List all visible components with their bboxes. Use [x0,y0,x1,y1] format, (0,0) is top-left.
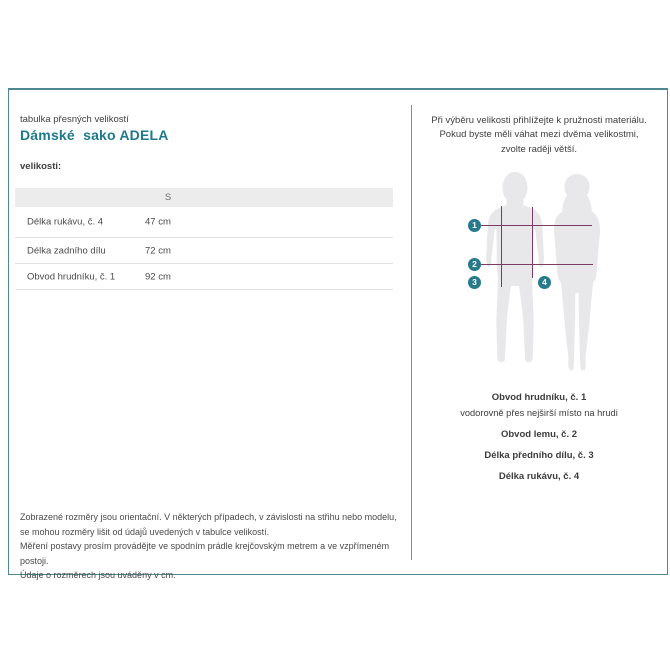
panel-divider [411,105,412,560]
measurement-label: Délka zadního dílu [27,245,106,256]
sizing-advice-text [415,114,663,157]
size-table-header [15,188,393,207]
measurement-legend [415,391,663,483]
legend-chest: Obvod hrudníku, č. 1 [491,392,587,403]
size-column-header: S [164,192,172,203]
measurement-label: Obvod hrudníku, č. 1 [27,271,116,282]
advice-line: Při výběru velikosti přihlížejte k pružnosti materiálu. [431,115,647,126]
chest-girth-line [481,225,592,226]
disclaimer-line: Měření postavy prosím provádějte ve spodním prádle krejčovským metrem a ve vzpřímeném postoji. [20,541,390,566]
male-silhouette [486,171,544,367]
advice-line: Pokud byste měli váhat mezi dvěma velikostmi, [439,129,639,141]
table-row [15,264,393,290]
marker-3-badge: 3 [468,276,481,289]
table-row [15,207,393,238]
legend-sleeve-length: Délka rukávu, č. 4 [498,471,580,482]
product-title: Dámské sako ADELA [20,127,169,143]
marker-1-badge: 1 [468,219,481,232]
front-length-line [501,206,502,287]
table-caption: tabulka přesných velikostí [20,114,129,125]
disclaimer-line: se mohou rozměry lišit od údajů uvedených v tabulce velikostí. [20,526,270,537]
disclaimer-text [20,510,406,583]
marker-2-badge: 2 [468,258,481,271]
sleeve-length-line [532,207,533,278]
advice-line: zvolte raději větší. [500,143,578,155]
disclaimer-line: Údaje o rozměrech jsou uváděny v cm. [20,570,176,581]
legend-hem: Obvod lemu, č. 2 [500,429,578,440]
female-silhouette [553,173,601,374]
measurement-label: Délka rukávu, č. 4 [27,216,104,228]
size-table [15,188,393,290]
marker-4-badge: 4 [538,276,551,289]
hem-girth-line [481,264,593,265]
disclaimer-line: Zobrazené rozměry jsou orientační. V některých případech, v závislosti na střihu nebo modelu, [20,512,397,522]
measurement-value: 47 cm [145,216,171,228]
measurement-value: 92 cm [145,271,171,282]
table-row [15,238,393,264]
legend-front-length: Délka předního dílu, č. 3 [484,450,594,461]
sizes-label: velikosti: [20,161,62,172]
measurement-value: 72 cm [145,245,171,256]
legend-chest-note: vodorovně přes nejširší místo na hrudi [460,408,618,418]
